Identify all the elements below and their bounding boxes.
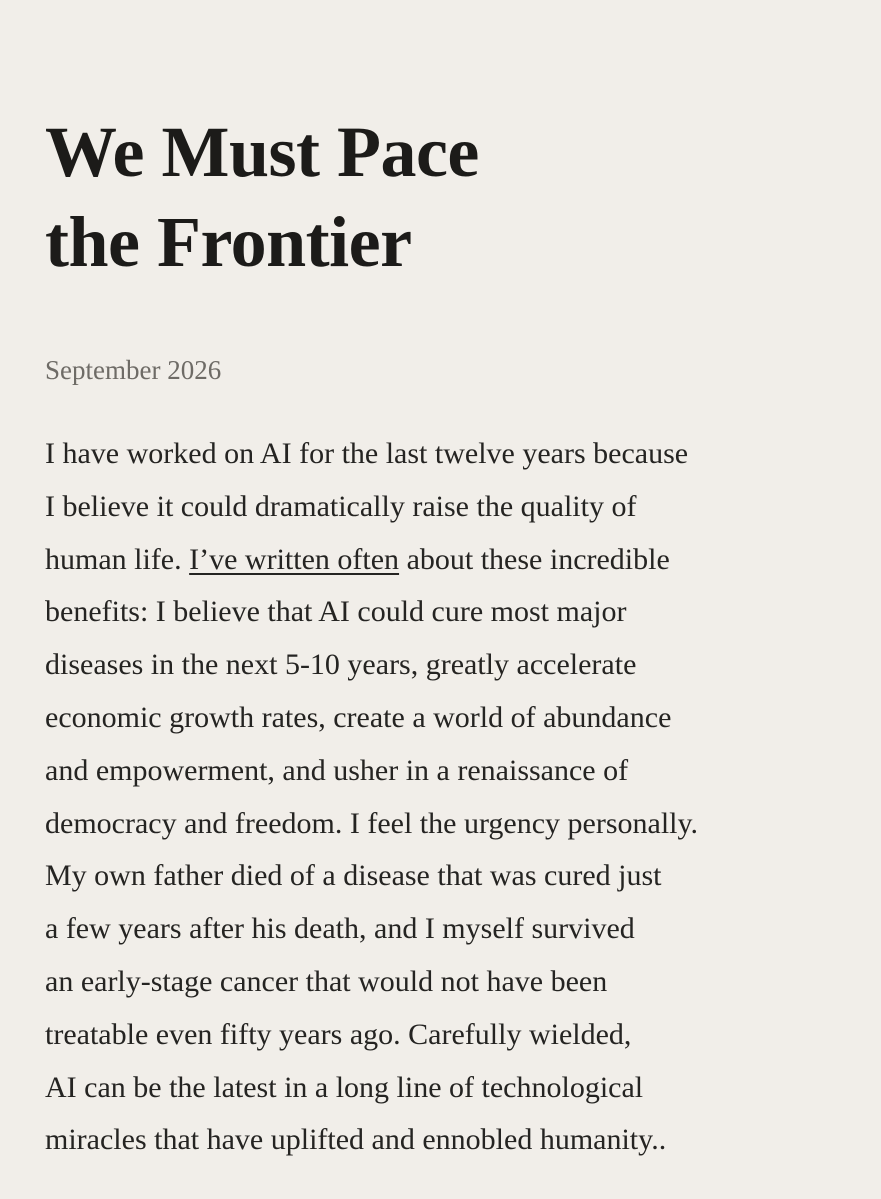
body-line: a few years after his death, and I myself survived [45,912,635,946]
body-line-text: about these incredible [399,542,670,576]
article-title-line-2: the Frontier [45,202,412,282]
body-line: treatable even fifty years ago. Carefully wielded, [45,1017,632,1051]
body-line: diseases in the next 5-10 years, greatly accelerate [45,648,637,682]
body-line: economic growth rates, create a world of abundance [45,700,672,734]
written-often-link[interactable]: I’ve written often [189,542,400,576]
body-line-text: human life. [45,542,190,576]
body-line: miracles that have uplifted and ennobled humanity.. [45,1123,667,1157]
body-line: My own father died of a disease that was cured just [45,859,662,893]
article-date: September 2026 [45,355,222,385]
article-title [45,107,479,287]
body-line: AI can be the latest in a long line of technological [45,1070,644,1104]
body-line: I have worked on AI for the last twelve years because [45,437,689,470]
body-line: and empowerment, and usher in a renaissance of [45,753,629,787]
article-body [45,428,865,1167]
body-line: I believe it could dramatically raise the quality of [45,489,637,523]
body-line: benefits: I believe that AI could cure most major [45,595,627,629]
article-title-line-1: We Must Pace [45,112,479,192]
body-line-with-link [45,534,865,587]
body-line: an early-stage cancer that would not have been [45,964,608,998]
body-line: democracy and freedom. I feel the urgency personally. [45,806,699,840]
